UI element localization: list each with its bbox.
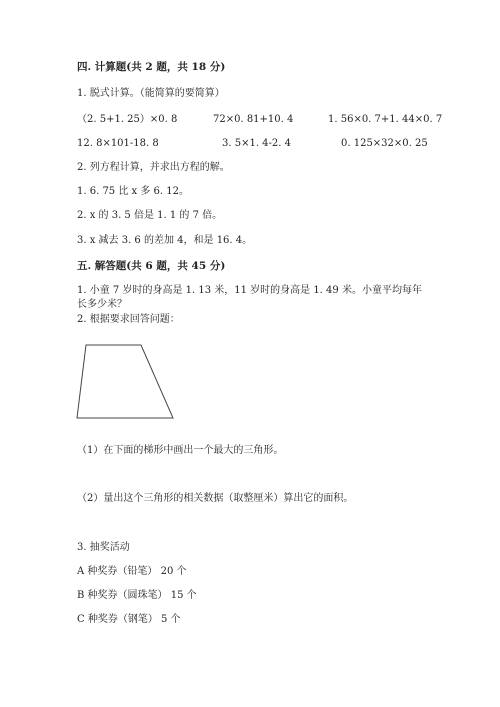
trapezoid-figure <box>70 338 185 424</box>
section-5-title: 五. 解答题(共 6 题，共 45 分) <box>77 260 226 272</box>
expression-6: 0. 125×32×0. 25 <box>341 138 428 149</box>
expression-3: 1. 56×0. 7+1. 44×0. 7 <box>328 114 443 125</box>
problem-2-subquestion-2: （2）量出这个三角形的相关数据（取整厘米）算出它的面积。 <box>77 493 354 504</box>
expression-1: （2. 5+1. 25）×0. 8 <box>77 114 178 125</box>
prize-item-a: A 种奖券（铅笔） 20 个 <box>77 566 187 577</box>
expression-4: 12. 8×101-18. 8 <box>77 138 159 149</box>
problem-2-subquestion-1: （1）在下面的梯形中画出一个最大的三角形。 <box>77 445 284 456</box>
q2-title: 2. 列方程计算，并求出方程的解。 <box>77 162 230 173</box>
section-4-title: 四. 计算题(共 2 题，共 18 分) <box>77 61 226 73</box>
problem-3-title: 3. 抽奖活动 <box>77 542 130 553</box>
equation-item-3: 3. x 减去 3. 6 的差加 4，和是 16. 4。 <box>77 235 253 246</box>
prize-item-b: B 种奖券（圆珠笔） 15 个 <box>77 590 197 601</box>
prize-item-c: C 种奖券（钢笔） 5 个 <box>77 614 181 625</box>
expression-5: 3. 5×1. 4-2. 4 <box>222 138 292 149</box>
equation-item-1: 1. 6. 75 比 x 多 6. 12。 <box>77 186 189 197</box>
equation-item-2: 2. x 的 3. 5 倍是 1. 1 的 7 倍。 <box>77 210 223 221</box>
problem-1-text: 1. 小童 7 岁时的身高是 1. 13 米，11 岁时的身高是 1. 49 米。小童平均每年长多少米？ <box>77 285 422 310</box>
expression-2: 72×0. 81+10. 4 <box>213 114 294 125</box>
q1-title: 1. 脱式计算。（能简算的要简算） <box>77 88 225 99</box>
problem-2-title: 2. 根据要求回答问题： <box>77 314 180 325</box>
